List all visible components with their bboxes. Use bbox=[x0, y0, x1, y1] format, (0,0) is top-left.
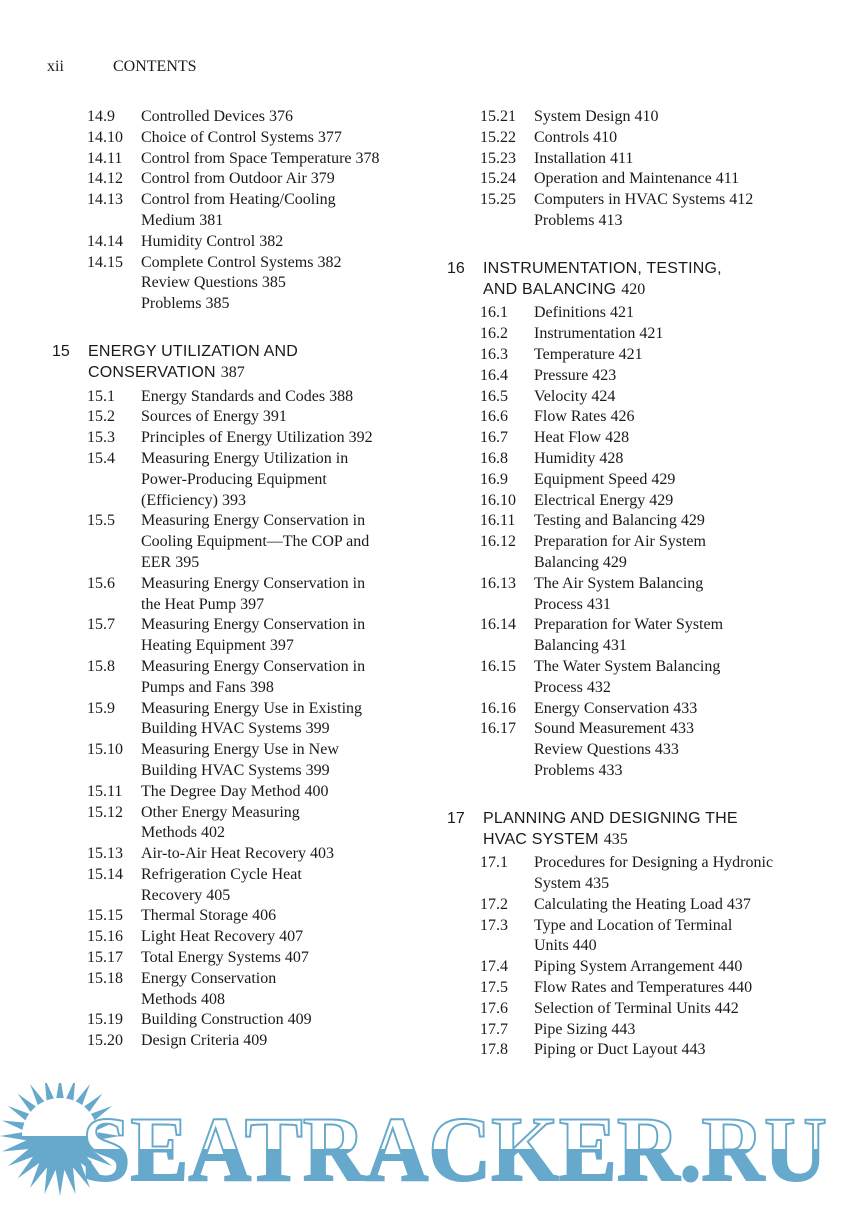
toc-entry bbox=[447, 895, 827, 916]
section-title bbox=[534, 853, 773, 895]
section-number: 17.5 bbox=[480, 979, 508, 997]
running-title: CONTENTS bbox=[113, 58, 197, 75]
section-title bbox=[141, 906, 276, 927]
section-title bbox=[141, 1031, 267, 1052]
section-title bbox=[534, 916, 732, 958]
chapter-title-line bbox=[483, 830, 738, 851]
section-number: 16.7 bbox=[480, 429, 508, 447]
section-title-line: The Degree Day Method 400 bbox=[141, 782, 329, 800]
toc-entry bbox=[52, 1031, 422, 1052]
section-title-line: Measuring Energy Conservation in bbox=[141, 657, 366, 675]
section-title bbox=[141, 128, 342, 149]
toc-entry bbox=[52, 969, 422, 1011]
section-title-line: Refrigeration Cycle Heat bbox=[141, 865, 302, 883]
section-title bbox=[141, 232, 283, 253]
section-title-line: Humidity 428 bbox=[534, 449, 624, 467]
section-title-line: Other Energy Measuring bbox=[141, 803, 300, 821]
toc-entry bbox=[447, 128, 827, 149]
toc-entry bbox=[447, 190, 827, 211]
toc-entry bbox=[52, 107, 422, 128]
section-title-line: Air-to-Air Heat Recovery 403 bbox=[141, 845, 334, 863]
section-number: 15.12 bbox=[87, 803, 123, 821]
chapter-title-text: ENERGY UTILIZATION AND bbox=[88, 342, 299, 360]
section-title-line: Flow Rates and Temperatures 440 bbox=[534, 979, 753, 997]
section-title bbox=[141, 740, 339, 782]
section-title bbox=[534, 699, 697, 720]
toc-entry bbox=[52, 782, 422, 803]
toc-entry bbox=[52, 740, 422, 782]
section-title-line: Pumps and Fans 398 bbox=[141, 678, 274, 696]
chapter-number: 16 bbox=[447, 259, 465, 277]
toc-entry bbox=[52, 387, 422, 408]
section-title-line: Pressure 423 bbox=[534, 366, 617, 384]
section-number: 14.10 bbox=[87, 128, 123, 146]
section-title bbox=[141, 149, 380, 170]
section-title bbox=[534, 107, 658, 128]
section-title bbox=[534, 366, 616, 387]
toc-entry bbox=[447, 853, 827, 895]
section-title-line: Energy Conservation 433 bbox=[534, 699, 698, 717]
section-number: 16.1 bbox=[480, 304, 508, 322]
section-title bbox=[534, 957, 742, 978]
toc-subentry: Problems 413 bbox=[534, 211, 623, 229]
toc-entry bbox=[447, 107, 827, 128]
section-title-line: Computers in HVAC Systems 412 bbox=[534, 191, 754, 209]
section-title bbox=[534, 190, 753, 211]
chapter-title-text: INSTRUMENTATION, TESTING, bbox=[483, 259, 722, 277]
section-number: 15.22 bbox=[480, 128, 516, 146]
chapter-title bbox=[483, 259, 722, 301]
section-number: 15.23 bbox=[480, 149, 516, 167]
section-title bbox=[534, 169, 739, 190]
toc-entry bbox=[447, 699, 827, 720]
section-number: 15.6 bbox=[87, 574, 115, 592]
section-number: 15.9 bbox=[87, 699, 115, 717]
section-title-line: Methods 408 bbox=[141, 990, 225, 1008]
section-title bbox=[141, 387, 353, 408]
chapter-heading bbox=[447, 259, 827, 301]
chapter-title-line bbox=[483, 259, 722, 280]
toc-entry bbox=[447, 574, 827, 616]
section-number: 16.11 bbox=[480, 512, 516, 530]
section-number: 15.19 bbox=[87, 1011, 123, 1029]
section-number: 15.5 bbox=[87, 512, 115, 530]
section-number: 15.13 bbox=[87, 845, 123, 863]
toc-entry bbox=[52, 149, 422, 170]
section-number: 15.2 bbox=[87, 408, 115, 426]
section-title-line: Building HVAC Systems 399 bbox=[141, 761, 330, 779]
section-title bbox=[141, 615, 365, 657]
section-number: 16.13 bbox=[480, 574, 516, 592]
section-title bbox=[534, 532, 706, 574]
section-title-line: Principles of Energy Utilization 392 bbox=[141, 429, 373, 447]
section-title-line: Humidity Control 382 bbox=[141, 232, 284, 250]
chapter-heading bbox=[447, 809, 827, 851]
section-number: 16.9 bbox=[480, 470, 508, 488]
section-title bbox=[141, 449, 348, 511]
toc-subentry: Review Questions 433 bbox=[534, 741, 679, 759]
toc-entry bbox=[447, 957, 827, 978]
toc-subentry: Problems 385 bbox=[141, 295, 230, 313]
section-title bbox=[141, 574, 365, 616]
section-title bbox=[534, 128, 617, 149]
toc-entry bbox=[52, 253, 422, 274]
toc-entry bbox=[52, 511, 422, 573]
section-number: 17.3 bbox=[480, 916, 508, 934]
section-number: 14.9 bbox=[87, 108, 115, 125]
section-title-line: Light Heat Recovery 407 bbox=[141, 928, 304, 946]
toc-entry bbox=[52, 128, 422, 149]
toc-entry bbox=[447, 387, 827, 408]
section-title-line: Units 440 bbox=[534, 937, 597, 955]
chapter-title-line bbox=[88, 363, 298, 384]
watermark-logo bbox=[0, 1083, 846, 1208]
section-number: 17.2 bbox=[480, 895, 508, 913]
section-title-line: The Water System Balancing bbox=[534, 657, 721, 675]
section-title bbox=[534, 470, 675, 491]
section-title-line: Measuring Energy Use in New bbox=[141, 741, 339, 759]
toc-entry bbox=[447, 1020, 827, 1041]
section-title-line: Piping or Duct Layout 443 bbox=[534, 1041, 706, 1059]
section-title-line: Cooling Equipment—The COP and bbox=[141, 533, 370, 551]
section-title bbox=[141, 782, 329, 803]
chapter-title-line bbox=[483, 280, 722, 301]
section-title bbox=[141, 169, 335, 190]
section-title bbox=[534, 303, 634, 324]
toc-entry bbox=[447, 428, 827, 449]
section-title-line: Measuring Energy Conservation in bbox=[141, 574, 366, 592]
section-number: 16.6 bbox=[480, 408, 508, 426]
section-title-line: Sources of Energy 391 bbox=[141, 408, 287, 426]
section-title bbox=[141, 699, 362, 741]
section-title bbox=[534, 387, 615, 408]
toc-entry bbox=[52, 232, 422, 253]
section-title-line: Operation and Maintenance 411 bbox=[534, 170, 740, 188]
section-title-line: Preparation for Air System bbox=[534, 533, 706, 551]
section-number: 15.18 bbox=[87, 969, 123, 987]
section-title bbox=[141, 948, 309, 969]
toc-right-column bbox=[447, 107, 827, 1061]
section-number: 15.16 bbox=[87, 928, 123, 946]
section-title bbox=[141, 803, 300, 845]
section-title-line: Thermal Storage 406 bbox=[141, 907, 277, 925]
toc-entry bbox=[52, 865, 422, 907]
section-title bbox=[141, 844, 334, 865]
toc-entry bbox=[447, 999, 827, 1020]
section-title-line: Definitions 421 bbox=[534, 304, 634, 322]
section-number: 16.2 bbox=[480, 325, 508, 343]
chapter-title-text: CONSERVATION bbox=[88, 363, 216, 381]
section-number: 17.1 bbox=[480, 854, 508, 872]
section-number: 14.14 bbox=[87, 232, 123, 250]
section-number: 15.20 bbox=[87, 1032, 123, 1050]
section-number: 17.7 bbox=[480, 1020, 508, 1038]
toc-entry bbox=[447, 149, 827, 170]
toc-entry bbox=[52, 449, 422, 511]
chapter-title-line bbox=[88, 342, 298, 363]
section-title bbox=[141, 927, 303, 948]
section-title-line: Balancing 431 bbox=[534, 637, 627, 655]
section-title-line: System 435 bbox=[534, 875, 610, 893]
section-title-line: Sound Measurement 433 bbox=[534, 720, 694, 738]
toc-entry bbox=[447, 324, 827, 345]
section-title-line: Process 431 bbox=[534, 595, 611, 613]
section-title-line: Temperature 421 bbox=[534, 345, 643, 363]
toc-entry bbox=[447, 303, 827, 324]
section-title bbox=[141, 190, 336, 232]
toc-entry bbox=[52, 169, 422, 190]
section-title bbox=[534, 149, 633, 170]
section-title-line: Heat Flow 428 bbox=[534, 429, 630, 447]
section-title-line: Controls 410 bbox=[534, 128, 618, 146]
section-number: 15.25 bbox=[480, 191, 516, 209]
section-number: 15.10 bbox=[87, 741, 123, 759]
section-number: 17.4 bbox=[480, 958, 508, 976]
section-title bbox=[534, 1040, 706, 1061]
section-title-line: Process 432 bbox=[534, 678, 611, 696]
section-number: 15.21 bbox=[480, 108, 516, 125]
chapter-number: 17 bbox=[447, 809, 465, 827]
section-title bbox=[141, 511, 369, 573]
section-title-line: Energy Conservation bbox=[141, 969, 277, 987]
section-title-line: Selection of Terminal Units 442 bbox=[534, 999, 739, 1017]
section-title bbox=[534, 719, 694, 740]
section-title-line: Methods 402 bbox=[141, 824, 225, 842]
section-title-line: Type and Location of Terminal bbox=[534, 916, 733, 934]
section-title bbox=[534, 615, 723, 657]
chapter-title-text: HVAC SYSTEM bbox=[483, 830, 599, 848]
section-number: 15.24 bbox=[480, 170, 516, 188]
section-title-line: Design Criteria 409 bbox=[141, 1032, 268, 1050]
section-title bbox=[534, 574, 703, 616]
toc-entry bbox=[447, 1040, 827, 1061]
toc-left-column bbox=[52, 107, 422, 1052]
section-number: 17.8 bbox=[480, 1041, 508, 1059]
toc-entry bbox=[447, 491, 827, 512]
section-number: 16.4 bbox=[480, 366, 508, 384]
toc-subentry: Problems 433 bbox=[534, 761, 623, 779]
toc-entry bbox=[52, 574, 422, 616]
chapter-title bbox=[88, 342, 298, 384]
section-title bbox=[141, 107, 293, 128]
section-title-line: Measuring Energy Utilization in bbox=[141, 449, 349, 467]
section-title bbox=[534, 999, 739, 1020]
toc-entry bbox=[447, 719, 827, 740]
section-title-line: Measuring Energy Conservation in bbox=[141, 512, 366, 530]
section-title-line: Velocity 424 bbox=[534, 387, 616, 405]
toc-entry bbox=[52, 927, 422, 948]
section-title bbox=[534, 407, 634, 428]
chapter-number: 15 bbox=[52, 342, 70, 360]
section-title-line: The Air System Balancing bbox=[534, 574, 704, 592]
section-title bbox=[534, 449, 623, 470]
toc-entry bbox=[447, 615, 827, 657]
section-title-line: Medium 381 bbox=[141, 211, 224, 229]
chapter-page: 420 bbox=[621, 280, 646, 298]
section-title bbox=[534, 1020, 635, 1041]
section-title-line: Testing and Balancing 429 bbox=[534, 512, 705, 530]
section-number: 15.7 bbox=[87, 616, 115, 634]
section-title bbox=[141, 969, 276, 1011]
section-title bbox=[141, 407, 287, 428]
section-number: 15.1 bbox=[87, 387, 115, 405]
section-number: 16.14 bbox=[480, 616, 516, 634]
toc-entry bbox=[447, 511, 827, 532]
toc-entry bbox=[447, 916, 827, 958]
section-title bbox=[534, 345, 643, 366]
section-title-line: Measuring Energy Conservation in bbox=[141, 616, 366, 634]
section-number: 15.14 bbox=[87, 865, 123, 883]
section-title-line: Equipment Speed 429 bbox=[534, 470, 676, 488]
section-number: 15.4 bbox=[87, 449, 115, 467]
section-number: 16.17 bbox=[480, 720, 516, 738]
section-title-line: Piping System Arrangement 440 bbox=[534, 958, 743, 976]
section-title bbox=[141, 1010, 312, 1031]
chapter-heading bbox=[52, 342, 422, 384]
section-title-line: Measuring Energy Use in Existing bbox=[141, 699, 363, 717]
section-title bbox=[534, 324, 663, 345]
toc-entry bbox=[447, 345, 827, 366]
section-title bbox=[534, 895, 751, 916]
toc-entry bbox=[52, 615, 422, 657]
section-title-line: Controlled Devices 376 bbox=[141, 108, 293, 125]
section-number: 14.12 bbox=[87, 170, 123, 188]
toc-entry bbox=[447, 449, 827, 470]
section-title-line: Power-Producing Equipment bbox=[141, 470, 327, 488]
section-title bbox=[141, 865, 302, 907]
section-number: 14.15 bbox=[87, 253, 123, 271]
section-title bbox=[534, 511, 705, 532]
section-title-line: Procedures for Designing a Hydronic bbox=[534, 854, 774, 872]
section-number: 15.15 bbox=[87, 907, 123, 925]
section-number: 14.11 bbox=[87, 149, 123, 167]
section-title-line: Recovery 405 bbox=[141, 886, 231, 904]
chapter-title bbox=[483, 809, 738, 851]
section-number: 16.15 bbox=[480, 657, 516, 675]
section-number: 16.8 bbox=[480, 449, 508, 467]
section-title-line: Complete Control Systems 382 bbox=[141, 253, 342, 271]
section-title-line: Preparation for Water System bbox=[534, 616, 724, 634]
section-title bbox=[141, 253, 341, 274]
section-title-line: Control from Space Temperature 378 bbox=[141, 149, 380, 167]
section-title-line: (Efficiency) 393 bbox=[141, 491, 246, 509]
toc-entry bbox=[52, 190, 422, 232]
section-title-line: Balancing 429 bbox=[534, 553, 627, 571]
toc-entry bbox=[52, 844, 422, 865]
section-title bbox=[534, 428, 629, 449]
section-title bbox=[534, 657, 720, 699]
watermark-text: SEATRACKER.RU bbox=[82, 1098, 827, 1200]
toc-entry bbox=[447, 978, 827, 999]
toc-entry bbox=[447, 657, 827, 699]
section-title-line: Instrumentation 421 bbox=[534, 325, 664, 343]
section-title-line: Pipe Sizing 443 bbox=[534, 1020, 636, 1038]
page-number: xii bbox=[47, 58, 64, 75]
toc-entry bbox=[447, 169, 827, 190]
toc-entry bbox=[52, 948, 422, 969]
section-number: 16.16 bbox=[480, 699, 516, 717]
chapter-title-text: PLANNING AND DESIGNING THE bbox=[483, 809, 738, 827]
chapter-page: 387 bbox=[220, 363, 245, 381]
section-title-line: Building Construction 409 bbox=[141, 1011, 312, 1029]
chapter-title-line bbox=[483, 809, 738, 830]
toc-entry bbox=[52, 699, 422, 741]
toc-entry bbox=[447, 532, 827, 574]
section-title-line: Electrical Energy 429 bbox=[534, 491, 674, 509]
section-number: 14.13 bbox=[87, 191, 123, 209]
toc-entry bbox=[52, 657, 422, 699]
toc-entry bbox=[52, 803, 422, 845]
toc-entry bbox=[447, 366, 827, 387]
section-title-line: Building HVAC Systems 399 bbox=[141, 720, 330, 738]
chapter-title-text: AND BALANCING bbox=[483, 280, 617, 298]
section-title bbox=[141, 428, 373, 449]
toc-entry bbox=[447, 407, 827, 428]
section-number: 15.8 bbox=[87, 657, 115, 675]
section-title-line: Energy Standards and Codes 388 bbox=[141, 387, 354, 405]
section-number: 16.3 bbox=[480, 345, 508, 363]
section-title-line: Calculating the Heating Load 437 bbox=[534, 895, 751, 913]
section-number: 15.3 bbox=[87, 429, 115, 447]
section-number: 15.17 bbox=[87, 949, 123, 967]
section-title-line: System Design 410 bbox=[534, 108, 659, 125]
section-title-line: Installation 411 bbox=[534, 149, 634, 167]
toc-subentry: Review Questions 385 bbox=[141, 274, 286, 292]
toc-entry bbox=[52, 428, 422, 449]
section-number: 16.5 bbox=[480, 387, 508, 405]
section-number: 16.10 bbox=[480, 491, 516, 509]
section-title-line: Flow Rates 426 bbox=[534, 408, 635, 426]
toc-entry bbox=[52, 906, 422, 927]
toc-entry bbox=[447, 470, 827, 491]
section-title-line: Total Energy Systems 407 bbox=[141, 949, 309, 967]
section-number: 16.12 bbox=[480, 533, 516, 551]
section-number: 17.6 bbox=[480, 999, 508, 1017]
section-title-line: Choice of Control Systems 377 bbox=[141, 128, 342, 146]
toc-entry bbox=[52, 1010, 422, 1031]
section-title-line: the Heat Pump 397 bbox=[141, 595, 265, 613]
section-title-line: Heating Equipment 397 bbox=[141, 637, 294, 655]
section-title-line: Control from Heating/Cooling bbox=[141, 191, 336, 209]
toc-entry bbox=[52, 407, 422, 428]
section-title bbox=[141, 657, 365, 699]
section-title bbox=[534, 978, 752, 999]
section-number: 15.11 bbox=[87, 782, 123, 800]
section-title bbox=[534, 491, 673, 512]
section-title-line: EER 395 bbox=[141, 553, 200, 571]
chapter-page: 435 bbox=[603, 830, 628, 848]
section-title-line: Control from Outdoor Air 379 bbox=[141, 170, 335, 188]
